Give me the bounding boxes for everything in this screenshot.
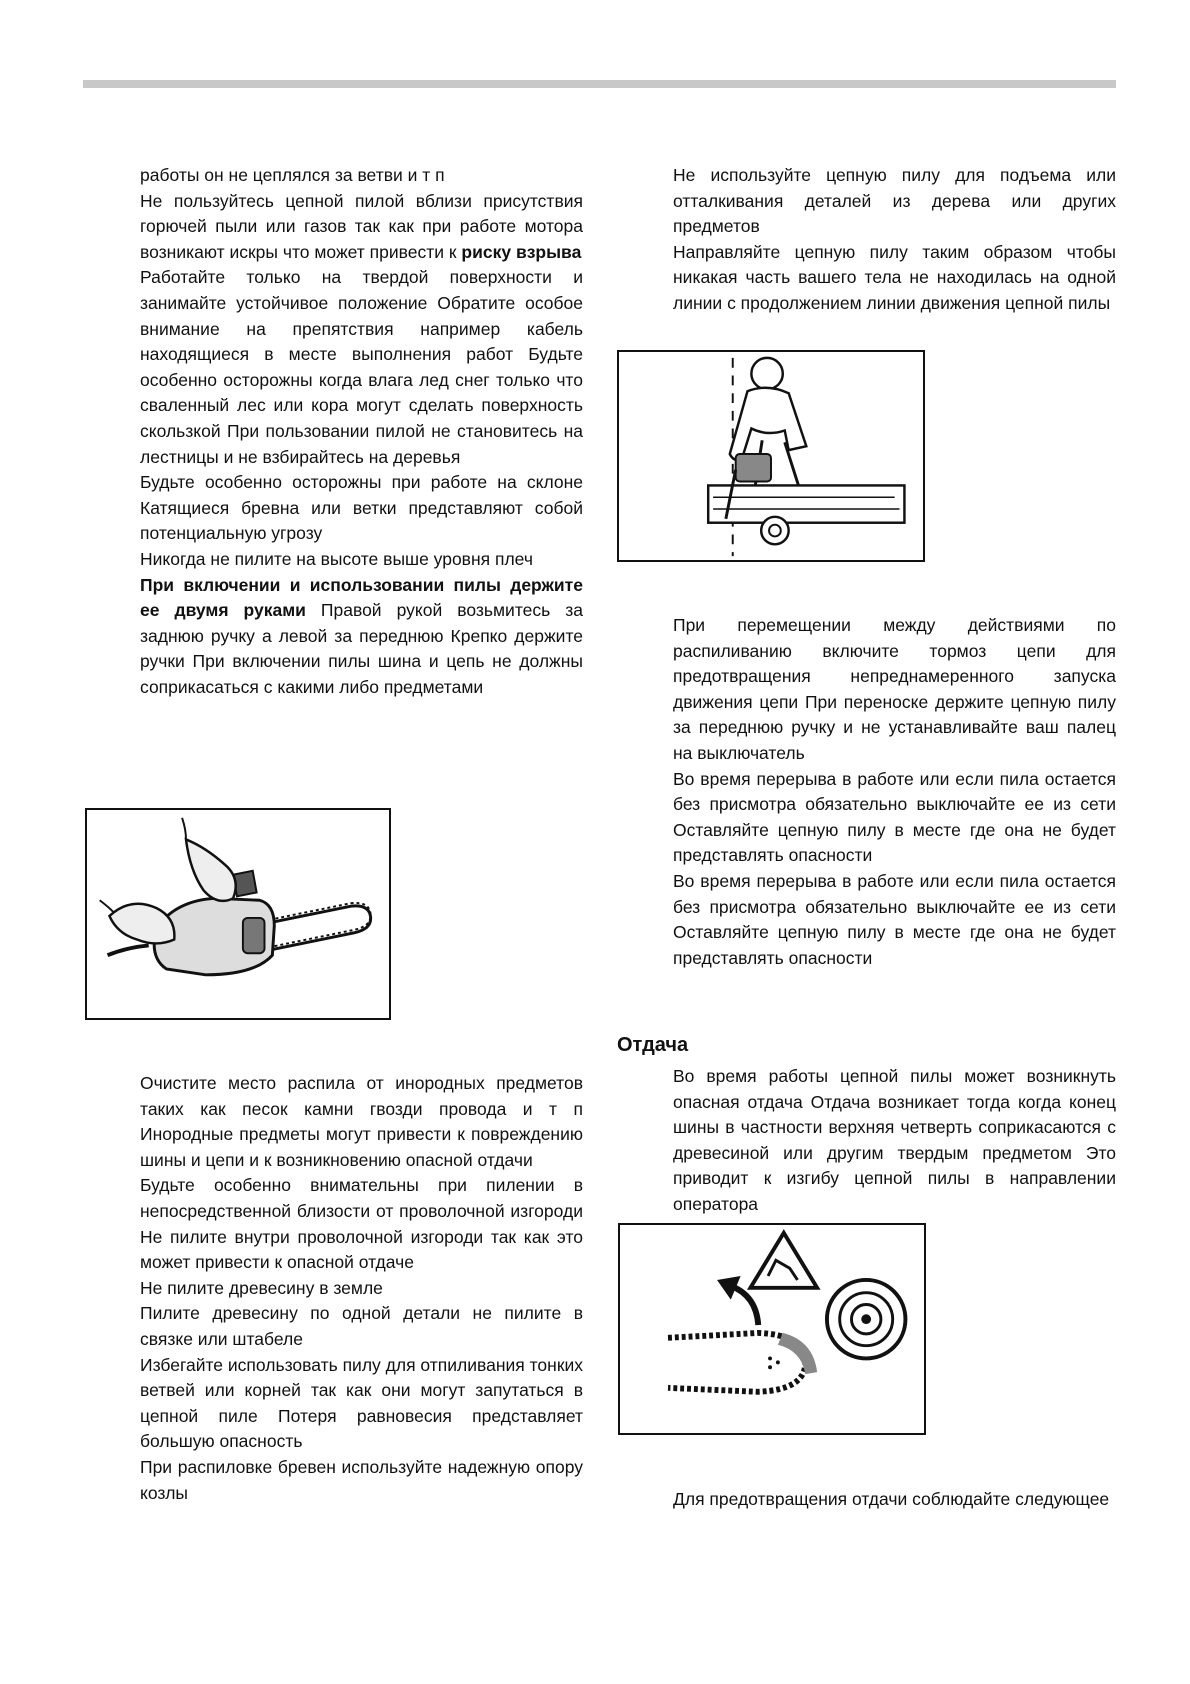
paragraph: При распиловке бревен используйте надежную опору козлы <box>140 1456 583 1503</box>
paragraph <box>140 573 583 701</box>
left-column-top <box>140 163 583 700</box>
paragraph: Во время перерыва в работе или если пила остается без присмотра обязательно выключайте ее из сети Оставляйте цепную пилу в месте где она не будет представлять опасности <box>673 870 1116 968</box>
paragraph: Пилите древесину по одной детали не пилите в связке или штабеле <box>140 1303 583 1349</box>
paragraph-emphasis: риску взрыва <box>461 241 582 262</box>
paragraph: Будьте особенно осторожны при работе на склоне Катящиеся бревна или ветки представляют собой потенциальную угрозу <box>140 472 583 544</box>
paragraph: Никогда не пилите на высоте выше уровня плеч <box>140 548 533 569</box>
chainsaw-illustration <box>87 810 389 1018</box>
paragraph: При перемещении между действиями по распиливанию включите тормоз цепи для предотвращения непреднамеренного запуска движения цепи При переноске держите цепную пилу за переднюю ручку и не устанавливайте ваш палец на выключатель <box>673 615 1116 763</box>
paragraph: Для предотвращения отдачи соблюдайте следующее <box>673 1489 1110 1509</box>
paragraph: работы он не цеплялся за ветви и т п <box>140 165 445 185</box>
paragraph: Во время перерыва в работе или если пила остается без присмотра обязательно выключайте ее из сети Оставляйте цепную пилу в месте где она не будет представлять опасности <box>673 768 1116 866</box>
worker-illustration <box>619 352 923 560</box>
paragraph <box>140 189 583 266</box>
right-column-middle <box>673 613 1116 971</box>
worker-cutting-log-figure <box>617 350 925 562</box>
right-column-top <box>673 163 1116 317</box>
paragraph: Избегайте использовать пилу для отпиливания тонких ветвей или корней так как они могут запутаться в цепной пиле Потеря равновесия представляет большую опасность <box>140 1354 584 1452</box>
header-rule <box>83 80 1116 88</box>
section-heading-kickback: Отдача <box>617 1034 689 1056</box>
paragraph-emphasis: При включении и использовании пилы держите ее двумя руками <box>140 574 583 621</box>
paragraph-text: Не пользуйтесь цепной пилой вблизи присутствия горючей пыли или газов так как при работе мотора возникают искры что может привести к <box>140 190 583 262</box>
kickback-description <box>673 1064 1116 1218</box>
kickback-prevention-intro <box>673 1487 1116 1513</box>
paragraph: Работайте только на твердой поверхности и занимайте устойчивое положение Обратите особое внимание на препятствия например кабель находящиеся в месте выполнения работ Будьте особенно осторожны когда влага лед снег только что сваленный лес или кора могут сделать поверхность скользкой При пользовании пилой не становитесь на лестницы и не взбирайтесь на деревья <box>140 267 583 467</box>
paragraph: Направляйте цепную пилу таким образом чтобы никакая часть вашего тела не находилась на одной линии с продолжением линии движения цепной пилы <box>673 241 1116 313</box>
kickback-illustration <box>620 1225 924 1433</box>
paragraph: Очистите место распила от инородных предметов таких как песок камни гвозди провода и т п Инородные предметы могут привести к повреждению шины и цепи и к возникновению опасной отдачи <box>140 1073 583 1170</box>
paragraph: Будьте особенно внимательны при пилении в непосредственной близости от проволочной изгороди Не пилите внутри проволочной изгороди так как это может привести к опасной отдаче <box>140 1175 583 1273</box>
paragraph-text: Правой рукой возьмитесь за заднюю ручку а левой за переднюю Крепко держите ручки При включении пилы шина и цепь не должны соприкасаться с какими либо предметами <box>140 600 583 697</box>
two-hands-chainsaw-figure <box>85 808 391 1020</box>
paragraph: Не используйте цепную пилу для подъема или отталкивания деталей из дерева или других предметов <box>673 165 1116 237</box>
paragraph: Не пилите древесину в земле <box>140 1277 383 1298</box>
kickback-figure <box>618 1223 926 1435</box>
left-column-bottom <box>140 1071 583 1506</box>
paragraph: Во время работы цепной пилы может возникнуть опасная отдача Отдача возникает тогда когда конец шины в частности верхняя четверть соприкасаются с древесиной или другим твердым предметом Это приводит к изгибу цепной пилы в направлении оператора <box>673 1066 1116 1214</box>
